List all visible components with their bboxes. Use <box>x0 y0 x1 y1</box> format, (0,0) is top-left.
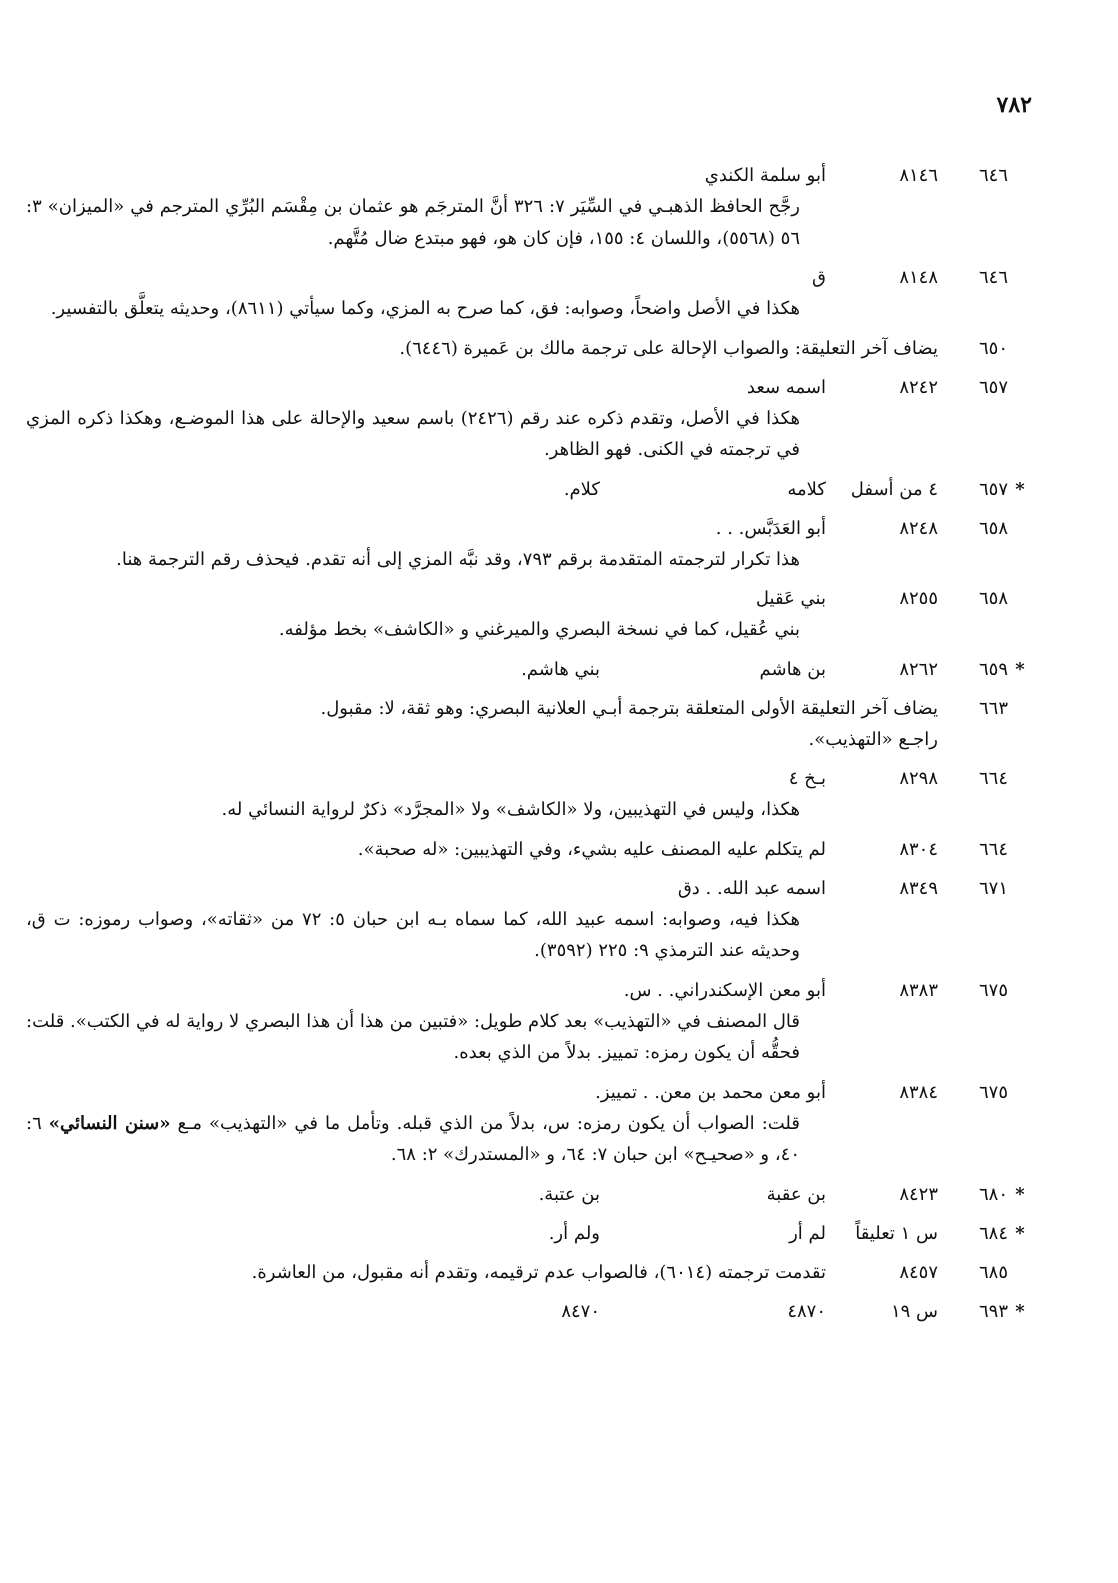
entry <box>26 476 1032 505</box>
page-ref: ٦٦٤ <box>978 838 1008 860</box>
entry <box>26 374 1032 466</box>
entry <box>26 1220 1032 1249</box>
entry-note: هكذا فيه، وصوابه: اسمه عبيد الله، كما سماه بـه ابن حبان ٥: ٧٢ من «ثقاته»، وصواب رموزه: ت ق، وحديثه عند الترمذي ٩: ٢٢٥ (٣٥٩٢). <box>26 908 801 961</box>
page-ref: ٦٥٠ <box>978 337 1008 359</box>
entry <box>26 656 1032 685</box>
entry <box>26 1259 1032 1288</box>
line-ref: س ١ تعليقاً <box>855 1222 938 1244</box>
page-ref: ٦٥٧ <box>978 376 1008 398</box>
corrected-text: بني هاشم. <box>521 658 600 680</box>
entry-text: اسمه عبد الله. . دق <box>677 877 826 899</box>
entry <box>26 585 1032 646</box>
entry-number: ٨٢٤٢ <box>899 376 938 398</box>
entry-text: أبو معن محمد بن معن. . تمييز. <box>595 1081 826 1103</box>
star-marker: * <box>1015 658 1025 680</box>
entry <box>26 162 1032 254</box>
entry-number: ٨٢٦٢ <box>899 658 938 680</box>
entry-note <box>26 1108 800 1171</box>
entry <box>26 1079 1032 1171</box>
page-ref: ٦٦٤ <box>978 768 1008 789</box>
entry-number: ٨٣٤٩ <box>899 877 938 899</box>
entry-note: قال المصنف في «التهذيب» بعد كلام طويل: «فتبين من هذا أن هذا البصري لا رواية له في الكتب». قلت: فحقُّه أن يكون رمزه: تمييز. بدلاً من الذي بعده. <box>26 1010 800 1063</box>
entry-number: ٨٤٥٧ <box>899 1261 938 1283</box>
entry <box>26 977 1032 1069</box>
original-text: ٤٨٧٠ <box>787 1300 826 1322</box>
star-marker: * <box>1015 478 1025 500</box>
original-text: كلامه <box>787 478 826 500</box>
entry-text: أبو العَدَبَّس. . . <box>715 517 826 539</box>
entry-text: يضاف آخر التعليقة: والصواب الإحالة على ترجمة مالك بن عَميرة (٦٤٤٦). <box>399 337 938 359</box>
entry-text: لم يتكلم عليه المصنف عليه بشيء، وفي التهذيبين: «له صحبة». <box>357 838 826 860</box>
entry-number: ٨٢٤٨ <box>899 517 938 539</box>
entry <box>26 335 1032 364</box>
entry-number: ٨٣٠٤ <box>899 838 938 860</box>
page-ref: ٦٦٣ <box>978 697 1008 719</box>
note-part: ٦: ٤٠، و «صحيـح» ابن حبان ٧: ٦٤، و «المستدرك» ٢: ٦٨. <box>26 1112 800 1165</box>
page-ref: ٦٧١ <box>978 877 1008 899</box>
corrections-list <box>26 162 1032 1337</box>
entry-note: بني عُقيل، كما في نسخة البصري والميرغني و «الكاشف» بخط مؤلفه. <box>278 619 800 640</box>
entry-number: ٨٣٨٤ <box>899 1081 938 1103</box>
entry-text: أبو سلمة الكندي <box>704 165 826 186</box>
page-ref: ٦٤٦ <box>978 267 1008 288</box>
entry <box>26 1181 1032 1210</box>
entry <box>26 264 1032 325</box>
page-ref: ٦٨٠ <box>978 1183 1008 1205</box>
entry <box>26 515 1032 576</box>
page-ref: ٦٥٨ <box>978 517 1008 539</box>
page-ref: ٦٧٥ <box>978 1081 1008 1103</box>
page-ref: ٦٧٥ <box>978 979 1008 1001</box>
page-ref: ٦٤٦ <box>978 165 1008 186</box>
entry-text: بني عَقيل <box>755 588 826 609</box>
corrected-text: ٨٤٧٠ <box>561 1300 600 1322</box>
entry-number: ٨٢٩٨ <box>899 768 938 789</box>
entry-text: بـخ ٤ <box>788 768 826 789</box>
line-ref: س ١٩ <box>890 1300 938 1322</box>
entry-text: أبو معن الإسكندراني. . س. <box>623 979 826 1001</box>
entry <box>26 765 1032 826</box>
entry-number: ٨٣٨٣ <box>899 979 938 1001</box>
entry-text: تقدمت ترجمته (٦٠١٤)، فالصواب عدم ترقيمه، وتقدم أنه مقبول، من العاشرة. <box>251 1261 826 1283</box>
star-marker: * <box>1015 1300 1025 1322</box>
entry-note: رجَّح الحافظ الذهبـي في السِّيَر ٧: ٣٢٦ أنَّ المترجَم هو عثمان بن مِقْسَم البُرِّي المترجم في «الميزان» ٣: ٥٦ (٥٥٦٨)، واللسان ٤: ١٥٥، فإن كان هو، فهو مبتدع ضال مُتَّهم. <box>26 196 800 249</box>
original-text: بن عقبة <box>766 1183 826 1205</box>
entry-note: هكذا، وليس في التهذيبين، ولا «الكاشف» ولا «المجرَّد» ذكرٌ لرواية النسائي له. <box>221 799 800 820</box>
entry <box>26 875 1032 967</box>
entry-text: اسمه سعد <box>746 376 826 398</box>
note-book-title: «سنن النسائي» <box>48 1112 171 1134</box>
entry <box>26 836 1032 865</box>
page-ref: ٦٥٩ <box>978 658 1008 680</box>
entry-text: ق <box>812 267 826 288</box>
page-ref: ٦٩٣ <box>978 1300 1008 1322</box>
original-text: بن هاشم <box>759 658 826 680</box>
entry-number: ٨١٤٨ <box>899 267 938 288</box>
entry-note: هكذا في الأصل، وتقدم ذكره عند رقم (٢٤٢٦) باسم سعيد والإحالة على هذا الموضـع، وهكذا ذكره المزي في ترجمته في الكنى. فهو الظاهر. <box>26 407 800 460</box>
entry-text: يضاف آخر التعليقة الأولى المتعلقة بترجمة أبـي العلانية البصري: وهو ثقة، لا: مقبول. <box>320 697 938 719</box>
entry-number: ٨٤٢٣ <box>899 1183 938 1205</box>
page-ref: ٦٨٥ <box>978 1261 1008 1283</box>
star-marker: * <box>1015 1222 1025 1244</box>
original-text: لم أر <box>789 1222 826 1244</box>
corrected-text: بن عتبة. <box>538 1183 600 1205</box>
page-ref: ٦٥٧ <box>978 478 1008 500</box>
page-number: ٧٨٢ <box>996 92 1032 118</box>
corrected-text: ولم أر. <box>548 1222 600 1244</box>
page-ref: ٦٨٤ <box>978 1222 1008 1244</box>
page-ref: ٦٥٨ <box>978 588 1008 609</box>
entry-note: هكذا في الأصل واضحاً، وصوابه: فق، كما صرح به المزي، وكما سيأتي (٨٦١١)، وحديثه يتعلَّق بالتفسير. <box>50 298 800 319</box>
corrected-text: كلام. <box>563 478 600 500</box>
entry-note: هذا تكرار لترجمته المتقدمة برقم ٧٩٣، وقد نبَّه المزي إلى أنه تقدم. فيحذف رقم الترجمة هنا. <box>116 548 800 570</box>
entry-number: ٨٢٥٥ <box>899 588 938 609</box>
entry-number: ٨١٤٦ <box>899 165 938 186</box>
note-part: قلت: الصواب أن يكون رمزه: س، بدلاً من الذي قبله. وتأمل ما في «التهذيب» مـع <box>170 1112 800 1134</box>
star-marker: * <box>1015 1183 1025 1205</box>
entry <box>26 695 1032 756</box>
line-ref: ٤ من أسفل <box>850 478 938 500</box>
entry-note: راجـع «التهذيب». <box>808 728 938 750</box>
entry <box>26 1298 1032 1327</box>
